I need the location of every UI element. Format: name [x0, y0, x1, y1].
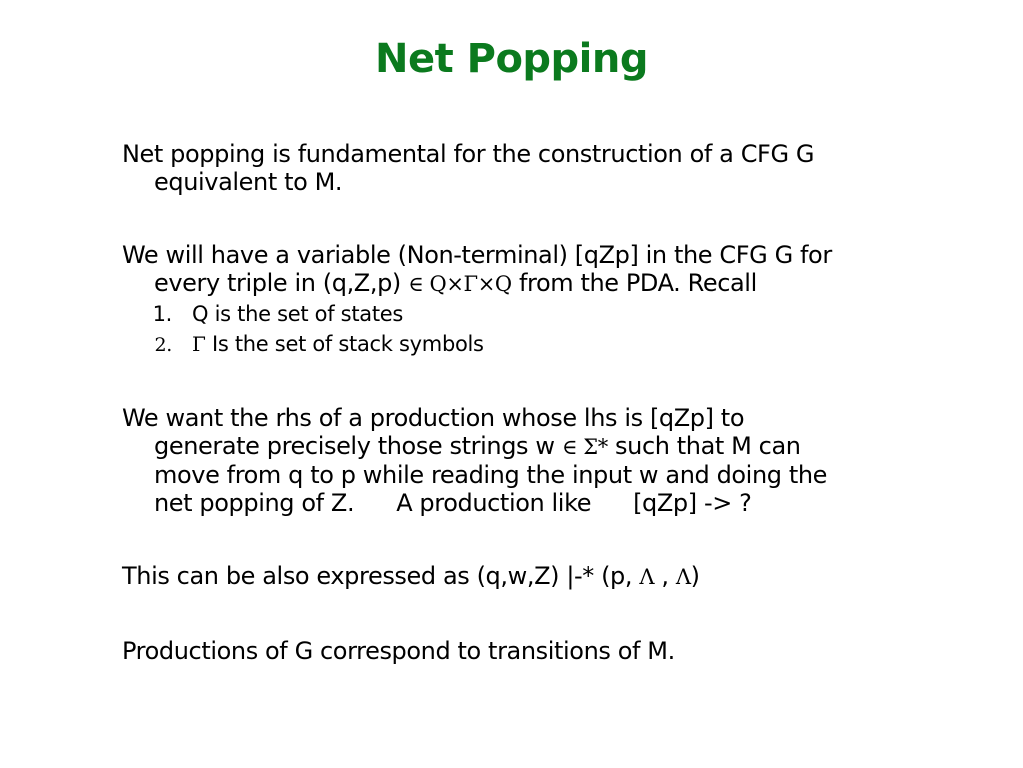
list-item [122, 299, 922, 329]
text-fragment: A production like [396, 489, 592, 517]
paragraph-line: equivalent to M. [154, 168, 343, 196]
text-fragment: net popping of Z. [154, 489, 355, 517]
paragraph-expressed [122, 562, 922, 591]
text-fragment: generate precisely those strings w [154, 432, 562, 460]
paragraph-rhs [122, 404, 922, 517]
paragraph-line [122, 562, 922, 591]
paragraph-line [122, 269, 922, 298]
paragraph-line: We will have a variable (Non-terminal) [qZp] in the CFG G for [122, 241, 832, 269]
text-fragment: [qZp] -> ? [633, 489, 752, 517]
text-fragment: Is the set of stack symbols [205, 332, 484, 356]
lambda-symbol: Λ [675, 565, 691, 589]
text-fragment: from the PDA. Recall [511, 269, 757, 297]
text-fragment: , [654, 562, 676, 590]
sigma-star-symbol: ∈ Σ* [561, 435, 608, 459]
recall-list [122, 299, 922, 360]
text-fragment: This can be also expressed as (q,w,Z) |-* (p, [122, 562, 640, 590]
text-fragment: ) [690, 562, 700, 590]
paragraph-line [122, 489, 922, 517]
set-product-symbol: ∈ Q×Γ×Q [408, 272, 512, 296]
gamma-symbol: Γ [192, 332, 206, 356]
paragraph-line [122, 432, 922, 461]
paragraph-productions [122, 637, 922, 665]
text-fragment: every triple in (q,Z,p) [154, 269, 409, 297]
slide-title: Net Popping [374, 36, 649, 82]
list-text [172, 332, 484, 356]
paragraph-line: move from q to p while reading the input w and doing the [154, 461, 828, 489]
list-item [122, 329, 922, 360]
paragraph-line: We want the rhs of a production whose lhs is [qZp] to [122, 404, 745, 432]
lambda-symbol: Λ [639, 565, 655, 589]
text-fragment: such that M can [607, 432, 801, 460]
list-number: 1. [152, 302, 172, 326]
paragraph-line: Productions of G correspond to transitions of M. [122, 637, 675, 665]
paragraph-variable [122, 241, 922, 298]
paragraph-net-popping [122, 140, 922, 196]
list-text: Q is the set of states [192, 302, 404, 326]
list-number: 2. [154, 334, 172, 356]
paragraph-line: Net popping is fundamental for the construction of a CFG G [122, 140, 815, 168]
